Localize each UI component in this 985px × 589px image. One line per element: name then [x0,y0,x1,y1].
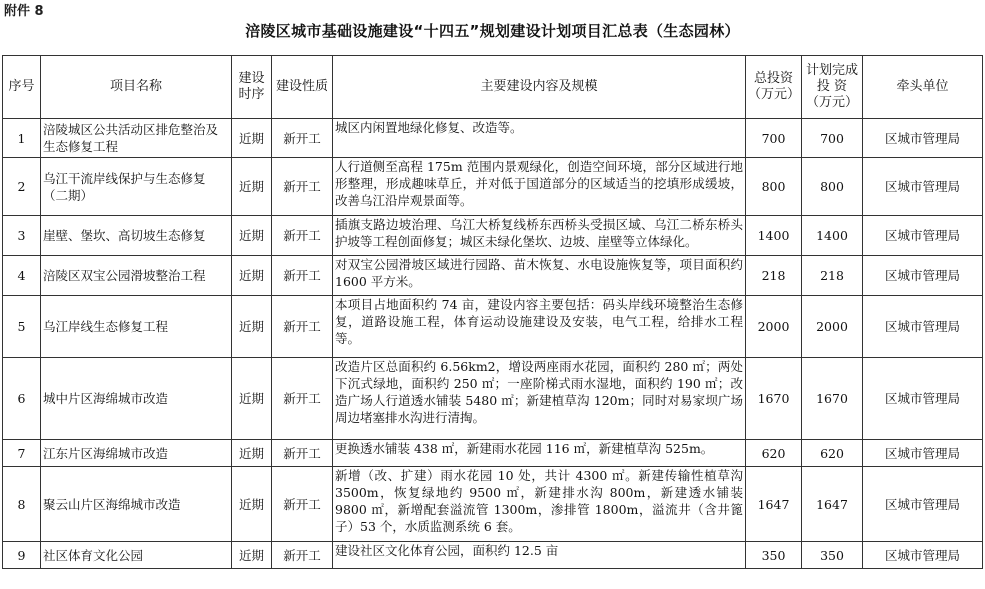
table-row [3,158,983,216]
cell-timing: 近期 [232,216,272,256]
cell-total: 800 [746,158,802,216]
cell-timing: 近期 [232,542,272,569]
cell-content: 对双宝公园滑坡区域进行园路、苗木恢复、水电设施恢复等，项目面积约 1600 平方米。 [333,256,746,296]
cell-planned: 1400 [802,216,863,256]
cell-content: 插旗支路边坡治理、乌江大桥复线桥东西桥头受损区域、乌江二桥东桥头护坡等工程创面修复；城区未绿化堡坎、边坡、崖壁等立体绿化。 [333,216,746,256]
cell-total: 350 [746,542,802,569]
cell-planned: 350 [802,542,863,569]
cell-timing: 近期 [232,467,272,542]
header-index: 序号 [3,56,41,119]
cell-timing: 近期 [232,119,272,158]
table-row [3,256,983,296]
header-planned: 计划完成投 资（万元） [802,56,863,119]
cell-content: 人行道侧至高程 175m 范围内景观绿化，创造空间环境，部分区域进行地形整理，形成趣味草丘，并对低于国道部分的区域适当的挖填形成缓坡，改善乌江沿岸观景面等。 [333,158,746,216]
header-content: 主要建设内容及规模 [333,56,746,119]
cell-planned: 1670 [802,358,863,440]
table-row [3,440,983,467]
cell-name: 乌江干流岸线保护与生态修复（二期） [41,158,232,216]
table-header-row [3,56,983,119]
cell-content: 城区内闲置地绿化修复、改造等。 [333,119,746,158]
cell-total: 1400 [746,216,802,256]
header-timing: 建设时序 [232,56,272,119]
table-row [3,296,983,358]
cell-lead: 区城市管理局 [863,216,983,256]
cell-lead: 区城市管理局 [863,542,983,569]
cell-nature: 新开工 [272,296,333,358]
cell-nature: 新开工 [272,440,333,467]
cell-timing: 近期 [232,256,272,296]
cell-planned: 218 [802,256,863,296]
cell-lead: 区城市管理局 [863,158,983,216]
header-nature: 建设性质 [272,56,333,119]
cell-index: 3 [3,216,41,256]
cell-timing: 近期 [232,296,272,358]
cell-index: 1 [3,119,41,158]
cell-index: 7 [3,440,41,467]
cell-lead: 区城市管理局 [863,119,983,158]
cell-nature: 新开工 [272,216,333,256]
cell-name: 城中片区海绵城市改造 [41,358,232,440]
page-title: 涪陵区城市基础设施建设“十四五”规划建设计划项目汇总表（生态园林） [245,22,740,40]
cell-index: 9 [3,542,41,569]
cell-content: 本项目占地面积约 74 亩，建设内容主要包括：码头岸线环境整治生态修复，道路设施工程，体育运动设施建设及安装，电气工程，给排水工程等。 [333,296,746,358]
table-row [3,467,983,542]
cell-index: 6 [3,358,41,440]
table-row [3,358,983,440]
cell-name: 乌江岸线生态修复工程 [41,296,232,358]
cell-index: 4 [3,256,41,296]
cell-index: 2 [3,158,41,216]
cell-index: 5 [3,296,41,358]
cell-lead: 区城市管理局 [863,440,983,467]
cell-planned: 620 [802,440,863,467]
cell-content: 更换透水铺装 438 ㎡，新建雨水花园 116 ㎡，新建植草沟 525m。 [333,440,746,467]
cell-lead: 区城市管理局 [863,467,983,542]
cell-nature: 新开工 [272,119,333,158]
cell-name: 涪陵城区公共活动区排危整治及生态修复工程 [41,119,232,158]
cell-content: 建设社区文化体育公园，面积约 12.5 亩 [333,542,746,569]
cell-lead: 区城市管理局 [863,358,983,440]
attachment-label: 附件 8 [4,4,44,19]
cell-planned: 700 [802,119,863,158]
cell-timing: 近期 [232,358,272,440]
cell-total: 1647 [746,467,802,542]
cell-name: 聚云山片区海绵城市改造 [41,467,232,542]
cell-name: 江东片区海绵城市改造 [41,440,232,467]
cell-timing: 近期 [232,440,272,467]
cell-name: 崖壁、堡坎、高切坡生态修复 [41,216,232,256]
cell-content: 改造片区总面积约 6.56km2，增设两座雨水花园，面积约 280 ㎡；两处下沉式绿地，面积约 250 ㎡；一座阶梯式雨水湿地，面积约 190 ㎡；改造广场人行道透水铺装 5480 ㎡；新建植草沟 120m；同时对易家坝广场周边堵塞排水沟进行清掏。 [333,358,746,440]
cell-nature: 新开工 [272,256,333,296]
cell-planned: 1647 [802,467,863,542]
cell-index: 8 [3,467,41,542]
cell-nature: 新开工 [272,358,333,440]
cell-total: 2000 [746,296,802,358]
table-row [3,119,983,158]
cell-name: 社区体育文化公园 [41,542,232,569]
cell-name: 涪陵区双宝公园滑坡整治工程 [41,256,232,296]
cell-lead: 区城市管理局 [863,256,983,296]
cell-lead: 区城市管理局 [863,296,983,358]
cell-timing: 近期 [232,158,272,216]
header-name: 项目名称 [41,56,232,119]
cell-total: 1670 [746,358,802,440]
cell-nature: 新开工 [272,158,333,216]
cell-total: 218 [746,256,802,296]
cell-planned: 800 [802,158,863,216]
cell-content: 新增（改、扩建）雨水花园 10 处，共计 4300 ㎡。新建传输性植草沟 3500m，恢复绿地约 9500 ㎡，新建排水沟 800m，新建透水铺装 9800 ㎡，新增配套溢流管 1300m，渗排管 1800m，溢流井（含井篦子）53 个，水质监测系统 6 套。 [333,467,746,542]
header-lead: 牵头单位 [863,56,983,119]
header-total: 总投资（万元） [746,56,802,119]
cell-total: 700 [746,119,802,158]
table-row [3,542,983,569]
cell-nature: 新开工 [272,467,333,542]
project-table [2,55,983,569]
cell-planned: 2000 [802,296,863,358]
cell-nature: 新开工 [272,542,333,569]
cell-total: 620 [746,440,802,467]
table-row [3,216,983,256]
